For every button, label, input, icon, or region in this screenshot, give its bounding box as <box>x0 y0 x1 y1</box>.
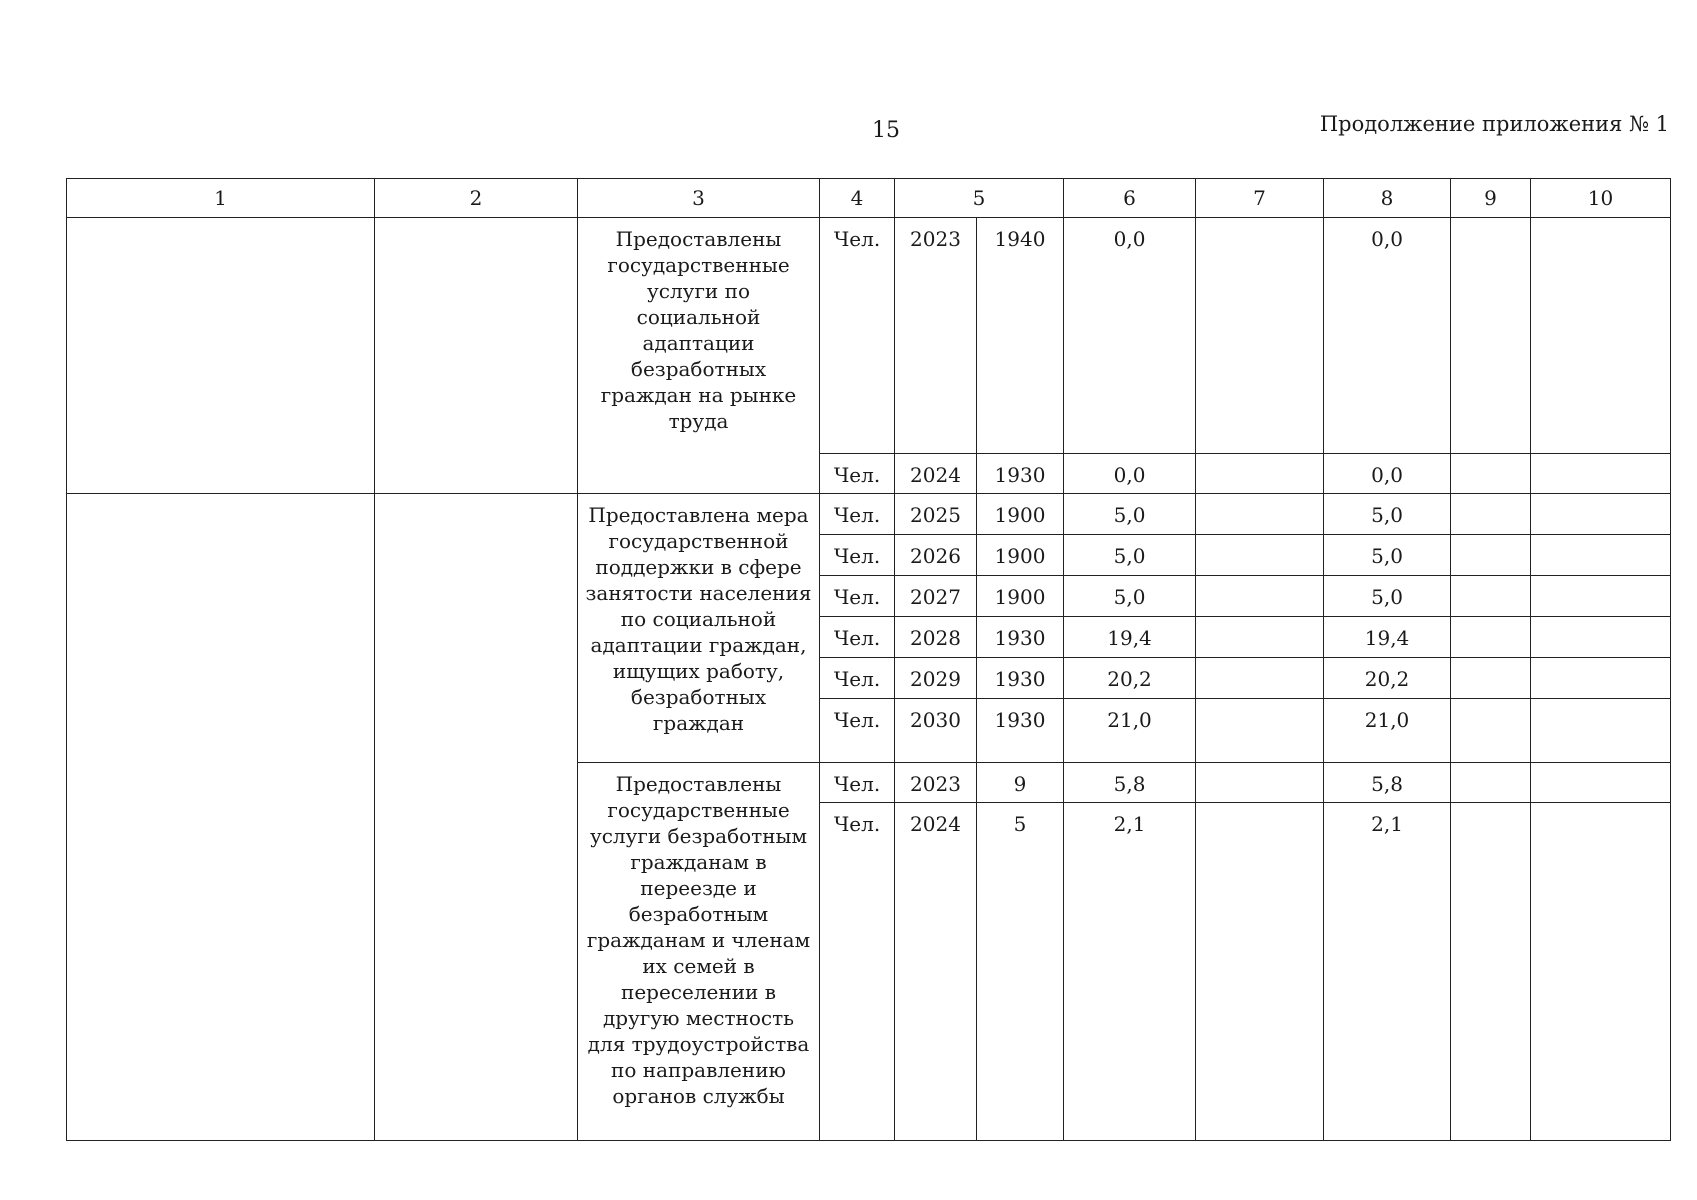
value-cell <box>1196 218 1324 454</box>
unit-cell: Чел. <box>820 454 895 494</box>
value-cell: 21,0 <box>1324 699 1451 763</box>
empty-cell <box>375 494 578 1141</box>
value-cell: 5,8 <box>1064 763 1196 803</box>
value-cell: 19,4 <box>1324 617 1451 658</box>
value-cell <box>1196 454 1324 494</box>
unit-cell: Чел. <box>820 535 895 576</box>
result-description: Предоставлена мера государственной поддержки в сфере занятости населения по социальной адаптации граждан, ищущих работу, безработных граждан <box>578 494 820 763</box>
value-cell <box>1196 658 1324 699</box>
value-cell: 19,4 <box>1064 617 1196 658</box>
value-cell <box>1196 763 1324 803</box>
count-cell: 9 <box>977 763 1064 803</box>
year-cell: 2029 <box>895 658 977 699</box>
value-cell: 5,0 <box>1324 535 1451 576</box>
value-cell <box>1531 535 1671 576</box>
year-cell: 2030 <box>895 699 977 763</box>
value-cell: 5,0 <box>1324 494 1451 535</box>
unit-cell: Чел. <box>820 218 895 454</box>
value-cell <box>1451 454 1531 494</box>
column-number: 1 <box>67 179 375 218</box>
value-cell <box>1451 535 1531 576</box>
value-cell <box>1531 454 1671 494</box>
count-cell: 1930 <box>977 454 1064 494</box>
unit-cell: Чел. <box>820 576 895 617</box>
count-cell: 1900 <box>977 535 1064 576</box>
value-cell <box>1451 218 1531 454</box>
value-cell: 5,0 <box>1064 535 1196 576</box>
result-description: Предоставлены государственные услуги безработным гражданам в переезде и безработным гражданам и членам их семей в переселении в другую местность для трудоустройства по направлению органов службы <box>578 763 820 1141</box>
page-number: 15 <box>872 118 900 143</box>
count-cell: 1900 <box>977 576 1064 617</box>
unit-cell: Чел. <box>820 699 895 763</box>
value-cell: 20,2 <box>1064 658 1196 699</box>
year-cell: 2025 <box>895 494 977 535</box>
value-cell: 2,1 <box>1064 803 1196 1141</box>
value-cell <box>1451 699 1531 763</box>
value-cell: 20,2 <box>1324 658 1451 699</box>
column-number: 3 <box>578 179 820 218</box>
value-cell <box>1531 494 1671 535</box>
year-cell: 2023 <box>895 218 977 454</box>
value-cell: 5,0 <box>1324 576 1451 617</box>
value-cell <box>1196 535 1324 576</box>
year-cell: 2026 <box>895 535 977 576</box>
count-cell: 1930 <box>977 699 1064 763</box>
empty-cell <box>375 218 578 494</box>
table-row <box>67 494 1671 535</box>
empty-cell <box>67 494 375 1141</box>
value-cell <box>1531 658 1671 699</box>
value-cell <box>1451 803 1531 1141</box>
year-cell: 2027 <box>895 576 977 617</box>
unit-cell: Чел. <box>820 803 895 1141</box>
value-cell: 0,0 <box>1324 454 1451 494</box>
empty-cell <box>67 218 375 494</box>
value-cell <box>1451 494 1531 535</box>
value-cell: 2,1 <box>1324 803 1451 1141</box>
value-cell <box>1451 617 1531 658</box>
count-cell: 5 <box>977 803 1064 1141</box>
unit-cell: Чел. <box>820 658 895 699</box>
value-cell <box>1196 576 1324 617</box>
column-number: 6 <box>1064 179 1196 218</box>
count-cell: 1900 <box>977 494 1064 535</box>
count-cell: 1930 <box>977 658 1064 699</box>
value-cell <box>1451 658 1531 699</box>
column-number-row <box>67 179 1671 218</box>
count-cell: 1930 <box>977 617 1064 658</box>
column-number: 10 <box>1531 179 1671 218</box>
column-number: 8 <box>1324 179 1451 218</box>
value-cell <box>1196 494 1324 535</box>
year-cell: 2023 <box>895 763 977 803</box>
column-number: 9 <box>1451 179 1531 218</box>
column-number: 2 <box>375 179 578 218</box>
column-number: 7 <box>1196 179 1324 218</box>
data-table <box>66 178 1671 1141</box>
value-cell: 0,0 <box>1064 454 1196 494</box>
value-cell: 5,8 <box>1324 763 1451 803</box>
count-cell: 1940 <box>977 218 1064 454</box>
value-cell: 5,0 <box>1064 494 1196 535</box>
year-cell: 2028 <box>895 617 977 658</box>
column-number: 4 <box>820 179 895 218</box>
value-cell <box>1196 803 1324 1141</box>
value-cell <box>1531 617 1671 658</box>
unit-cell: Чел. <box>820 763 895 803</box>
value-cell: 5,0 <box>1064 576 1196 617</box>
value-cell <box>1531 699 1671 763</box>
value-cell <box>1196 699 1324 763</box>
appendix-note: Продолжение приложения № 1 <box>1319 112 1669 136</box>
value-cell <box>1531 576 1671 617</box>
value-cell <box>1196 617 1324 658</box>
value-cell: 0,0 <box>1064 218 1196 454</box>
column-number: 5 <box>895 179 1064 218</box>
value-cell <box>1531 763 1671 803</box>
value-cell <box>1451 576 1531 617</box>
value-cell: 0,0 <box>1324 218 1451 454</box>
year-cell: 2024 <box>895 454 977 494</box>
value-cell <box>1531 218 1671 454</box>
unit-cell: Чел. <box>820 617 895 658</box>
unit-cell: Чел. <box>820 494 895 535</box>
result-description: Предоставлены государственные услуги по социальной адаптации безработных граждан на рынке труда <box>578 218 820 494</box>
value-cell: 21,0 <box>1064 699 1196 763</box>
value-cell <box>1451 763 1531 803</box>
table-row <box>67 218 1671 454</box>
value-cell <box>1531 803 1671 1141</box>
year-cell: 2024 <box>895 803 977 1141</box>
